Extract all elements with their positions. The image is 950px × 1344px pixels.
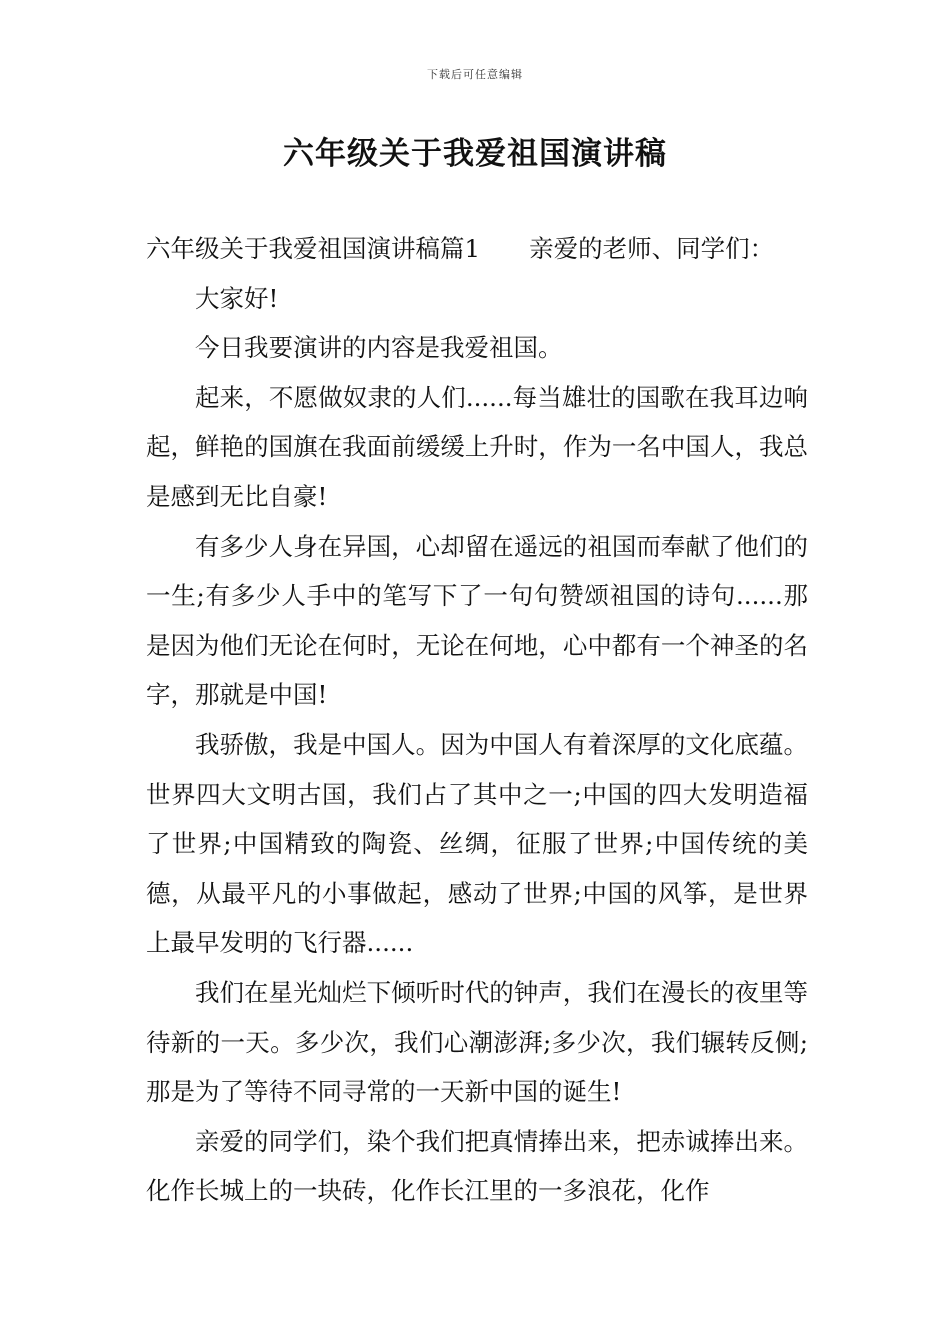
paragraph-greeting: 大家好! [195,283,279,313]
paragraph-anthem: 起来，不愿做奴隶的人们......每当雄壮的国歌在我耳边响起，鲜艳的国旗在我面前缓缓上升时，作为一名中国人，我总是感到无比自豪! [146,382,808,511]
paragraph-overseas: 有多少人身在异国，心却留在遥远的祖国而奉献了他们的一生;有多少人手中的笔写下了一句句赞颂祖国的诗句......那是因为他们无论在何时，无论在何地，心中都有一个神圣的名字，那就是中国! [146,531,808,710]
intro-line: 六年级关于我爱祖国演讲稿篇1 亲爱的老师、同学们： [146,234,775,263]
paragraph-topic: 今日我要演讲的内容是我爱祖国。 [195,333,563,363]
document-title: 六年级关于我爱祖国演讲稿 [283,136,667,172]
paragraph-pride: 我骄傲，我是中国人。因为中国人有着深厚的文化底蕴。世界四大文明古国，我们占了其中之一;中国的四大发明造福了世界;中国精致的陶瓷、丝绸，征服了世界;中国传统的美德，从最平凡的小事做起，感动了世界;中国的风筝，是世界上最早发明的飞行器...... [146,729,808,958]
paragraph-waiting: 我们在星光灿烂下倾听时代的钟声，我们在漫长的夜里等待新的一天。多少次，我们心潮澎湃;多少次，我们辗转反侧;那是为了等待不同寻常的一天新中国的诞生! [146,977,808,1107]
document-body [146,224,808,1216]
paragraph-call: 亲爱的同学们，染个我们把真情捧出来，把赤诚捧出来。化作长城上的一块砖，化作长江里的一多浪花，化作 [146,1126,808,1206]
download-note: 下载后可任意编辑 [427,68,523,81]
